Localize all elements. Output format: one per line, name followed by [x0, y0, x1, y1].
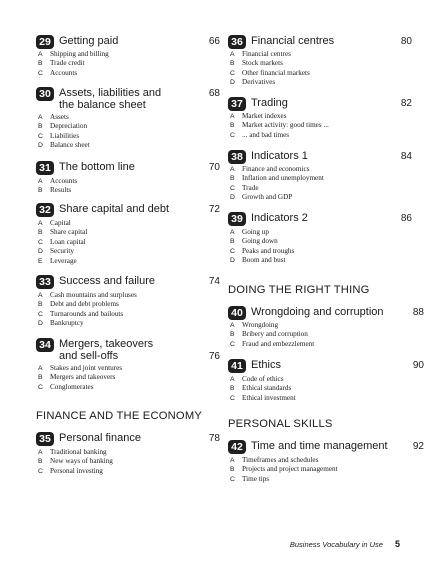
unit-number-badge: 31: [36, 161, 54, 175]
unit-number-badge: 36: [228, 35, 246, 49]
subsection-item: [228, 475, 408, 484]
subsection-letter: D: [38, 142, 43, 150]
subsection-list: [36, 364, 216, 392]
subsection-text: Other financial markets: [242, 68, 310, 77]
subsection-letter: A: [38, 365, 43, 372]
subsection-text: New ways of banking: [50, 457, 113, 466]
subsection-letter: B: [38, 187, 43, 195]
subsection-list: [228, 456, 408, 484]
subsection-text: Wrongdoing: [242, 321, 279, 329]
subsection-text: Trade: [242, 183, 259, 192]
unit-number-badge: 42: [228, 440, 246, 454]
subsection-item: [36, 247, 216, 256]
unit-page-number: 92: [412, 441, 424, 452]
unit-34: [36, 338, 226, 391]
unit-number-badge: 32: [36, 203, 54, 217]
unit-41: [228, 359, 424, 402]
subsection-item: [228, 375, 408, 384]
subsection-text: Depreciation: [50, 122, 88, 131]
subsection-letter: C: [230, 475, 235, 483]
unit-title: Financial centres: [251, 35, 335, 47]
unit-page-number: 70: [208, 162, 220, 173]
subsection-letter: B: [38, 123, 43, 131]
subsection-list: [36, 219, 216, 266]
subsection-text: Assets: [50, 113, 69, 121]
subsection-letter: C: [38, 467, 43, 475]
subsection-text: Share capital: [50, 228, 88, 237]
subsection-item: [228, 394, 408, 403]
subsection-list: [36, 50, 216, 78]
subsection-letter: D: [230, 194, 235, 202]
subsection-letter: D: [230, 79, 235, 87]
subsection-item: [228, 465, 408, 474]
unit-title: Time and time management: [251, 440, 388, 452]
section-heading: DOING THE RIGHT THING: [228, 284, 370, 296]
subsection-text: Going down: [242, 237, 278, 246]
unit-number-badge: 38: [228, 150, 246, 164]
subsection-letter: C: [230, 340, 235, 348]
subsection-text: Results: [50, 186, 72, 195]
subsection-item: [36, 310, 216, 319]
subsection-text: Bankruptcy: [50, 319, 84, 328]
subsection-letter: C: [230, 394, 235, 402]
unit-title: Wrongdoing and corruption: [251, 306, 384, 318]
subsection-list: [36, 448, 216, 476]
subsection-text: Accounts: [50, 68, 78, 77]
subsection-letter: A: [38, 114, 43, 121]
subsection-item: [36, 291, 216, 300]
unit-number-badge: 39: [228, 212, 246, 226]
subsection-text: Timeframes and schedules: [242, 456, 319, 464]
unit-30: [36, 87, 226, 150]
unit-title: Getting paid: [59, 35, 119, 47]
subsection-letter: B: [38, 458, 43, 466]
unit-number-badge: 33: [36, 275, 54, 289]
unit-page-number: 90: [412, 360, 424, 371]
unit-title: Trading: [251, 97, 288, 109]
subsection-item: [36, 219, 216, 228]
subsection-item: [228, 330, 408, 339]
unit-31: [36, 161, 226, 195]
subsection-item: [36, 69, 216, 78]
subsection-text: Balance sheet: [50, 141, 90, 150]
subsection-text: Market activity: good times ...: [242, 121, 329, 130]
subsection-letter: C: [230, 184, 235, 192]
subsection-list: [36, 113, 216, 151]
unit-title: Indicators 1: [251, 150, 308, 162]
subsection-list: [228, 228, 408, 266]
subsection-list: [228, 375, 408, 403]
subsection-text: Shipping and billing: [50, 50, 109, 58]
subsection-item: [36, 59, 216, 68]
subsection-text: Accounts: [50, 177, 78, 185]
subsection-letter: B: [38, 301, 43, 309]
subsection-letter: B: [230, 175, 235, 183]
unit-37: [228, 97, 418, 139]
subsection-text: Ethical investment: [242, 393, 296, 402]
unit-38: [228, 150, 418, 202]
subsection-text: Derivatives: [242, 78, 276, 87]
subsection-text: Financial centres: [242, 50, 291, 58]
unit-title: Indicators 2: [251, 212, 308, 224]
subsection-item: [228, 165, 408, 174]
subsection-list: [228, 321, 408, 349]
unit-35: [36, 432, 226, 475]
unit-number-badge: 29: [36, 35, 54, 49]
subsection-letter: B: [230, 331, 235, 339]
subsection-text: Security: [50, 247, 74, 256]
subsection-text: Mergers and takeovers: [50, 373, 116, 382]
unit-title: Mergers, takeovers and sell-offs: [59, 338, 154, 362]
subsection-text: Boom and bust: [242, 256, 286, 265]
subsection-text: Loan capital: [50, 237, 86, 246]
subsection-item: [228, 69, 408, 78]
subsection-letter: B: [230, 122, 235, 130]
subsection-item: [36, 177, 216, 186]
subsection-item: [36, 457, 216, 466]
subsection-item: [36, 50, 216, 59]
subsection-item: [228, 456, 408, 465]
subsection-letter: A: [230, 51, 235, 58]
unit-page-number: 86: [400, 213, 412, 224]
unit-page-number: 66: [208, 36, 220, 47]
subsection-letter: A: [230, 229, 235, 236]
unit-title: Ethics: [251, 359, 281, 371]
subsection-text: Growth and GDP: [242, 193, 293, 202]
unit-number-badge: 37: [228, 97, 246, 111]
subsection-item: [228, 131, 408, 140]
subsection-letter: C: [230, 247, 235, 255]
subsection-letter: C: [38, 69, 43, 77]
subsection-letter: C: [38, 310, 43, 318]
unit-title: Share capital and debt: [59, 203, 170, 215]
subsection-letter: B: [230, 385, 235, 393]
subsection-item: [228, 247, 408, 256]
subsection-item: [228, 321, 408, 330]
unit-40: [228, 306, 424, 348]
subsection-letter: A: [230, 322, 235, 329]
unit-page-number: 76: [208, 351, 220, 362]
subsection-text: Finance and economics: [242, 165, 310, 173]
subsection-text: Traditional banking: [50, 448, 107, 456]
subsection-text: Personal investing: [50, 466, 103, 475]
subsection-letter: B: [38, 374, 43, 382]
subsection-item: [228, 384, 408, 393]
subsection-text: Debt and debt problems: [50, 300, 119, 309]
unit-33: [36, 275, 226, 328]
subsection-letter: B: [230, 466, 235, 474]
subsection-item: [36, 186, 216, 195]
subsection-item: [36, 257, 216, 266]
subsection-item: [228, 228, 408, 237]
subsection-letter: A: [230, 113, 235, 120]
footer-page-number: 5: [394, 539, 400, 549]
subsection-text: Going up: [242, 228, 269, 236]
subsection-letter: D: [38, 320, 43, 328]
book-title: Business Vocabulary in Use: [289, 540, 383, 549]
subsection-text: Stakes and joint ventures: [50, 364, 123, 372]
unit-title: Personal finance: [59, 432, 141, 444]
subsection-item: [36, 448, 216, 457]
subsection-text: Time tips: [242, 474, 270, 483]
subsection-item: [228, 340, 408, 349]
subsection-text: Turnarounds and bailouts: [50, 309, 124, 318]
unit-29: [36, 35, 226, 77]
subsection-item: [228, 78, 408, 87]
subsection-item: [36, 228, 216, 237]
subsection-list: [228, 165, 408, 203]
unit-page-number: 72: [208, 204, 220, 215]
subsection-letter: A: [230, 457, 235, 464]
subsection-text: Bribery and corruption: [242, 330, 308, 339]
subsection-text: Trade credit: [50, 59, 85, 68]
unit-number-badge: 35: [36, 432, 54, 446]
subsection-item: [36, 238, 216, 247]
subsection-list: [36, 177, 216, 196]
subsection-item: [36, 122, 216, 131]
subsection-item: [36, 132, 216, 141]
subsection-item: [36, 383, 216, 392]
section-heading: FINANCE AND THE ECONOMY: [36, 410, 203, 422]
subsection-letter: A: [38, 449, 43, 456]
subsection-text: Cash mountains and surpluses: [50, 291, 137, 299]
subsection-letter: A: [38, 178, 43, 185]
subsection-item: [228, 112, 408, 121]
page-footer: [290, 539, 400, 549]
unit-32: [36, 203, 226, 265]
unit-title: Success and failure: [59, 275, 155, 287]
subsection-letter: D: [230, 257, 235, 265]
subsection-text: Conglomerates: [50, 382, 94, 391]
subsection-letter: D: [38, 248, 43, 256]
subsection-text: Stock markets: [242, 59, 283, 68]
subsection-list: [228, 50, 408, 88]
subsection-text: Fraud and embezzlement: [242, 339, 315, 348]
subsection-item: [36, 141, 216, 150]
unit-page-number: 78: [208, 433, 220, 444]
subsection-list: [36, 291, 216, 329]
unit-title: Assets, liabilities and the balance sheet: [59, 87, 162, 111]
unit-number-badge: 41: [228, 359, 246, 373]
unit-page-number: 82: [400, 98, 412, 109]
unit-page-number: 84: [400, 151, 412, 162]
subsection-item: [228, 121, 408, 130]
subsection-item: [228, 59, 408, 68]
subsection-letter: B: [38, 60, 43, 68]
subsection-item: [228, 50, 408, 59]
subsection-item: [36, 300, 216, 309]
unit-number-badge: 40: [228, 306, 246, 320]
subsection-letter: C: [38, 383, 43, 391]
subsection-letter: A: [230, 166, 235, 173]
subsection-item: [228, 174, 408, 183]
unit-39: [228, 212, 418, 265]
unit-page-number: 80: [400, 36, 412, 47]
subsection-letter: C: [38, 238, 43, 246]
unit-page-number: 74: [208, 276, 220, 287]
subsection-letter: A: [38, 292, 43, 299]
subsection-item: [228, 256, 408, 265]
subsection-letter: C: [38, 132, 43, 140]
section-heading: PERSONAL SKILLS: [228, 418, 333, 430]
unit-number-badge: 34: [36, 338, 54, 352]
subsection-item: [36, 373, 216, 382]
subsection-item: [36, 364, 216, 373]
subsection-item: [36, 113, 216, 122]
subsection-letter: E: [38, 257, 43, 265]
subsection-letter: B: [230, 238, 235, 246]
subsection-item: [36, 319, 216, 328]
subsection-text: Capital: [50, 219, 71, 227]
subsection-text: Leverage: [50, 256, 77, 265]
subsection-text: Peaks and troughs: [242, 246, 295, 255]
subsection-text: ... and bad times: [242, 130, 290, 139]
subsection-text: Projects and project management: [242, 465, 338, 474]
subsection-letter: B: [38, 229, 43, 237]
subsection-letter: C: [230, 69, 235, 77]
subsection-text: Market indexes: [242, 112, 287, 120]
subsection-text: Ethical standards: [242, 384, 292, 393]
subsection-item: [228, 193, 408, 202]
unit-page-number: 68: [208, 88, 220, 99]
subsection-text: Inflation and unemployment: [242, 174, 324, 183]
subsection-text: Liabilities: [50, 131, 80, 140]
subsection-letter: C: [230, 131, 235, 139]
unit-36: [228, 35, 418, 87]
unit-title: The bottom line: [59, 161, 135, 173]
unit-page-number: 88: [412, 307, 424, 318]
subsection-item: [36, 467, 216, 476]
subsection-text: Code of ethics: [242, 375, 284, 383]
subsection-letter: A: [38, 220, 43, 227]
subsection-letter: B: [230, 60, 235, 68]
subsection-list: [228, 112, 408, 140]
subsection-letter: A: [230, 376, 235, 383]
unit-number-badge: 30: [36, 87, 54, 101]
unit-42: [228, 440, 424, 483]
subsection-item: [228, 184, 408, 193]
subsection-item: [228, 237, 408, 246]
subsection-letter: A: [38, 51, 43, 58]
